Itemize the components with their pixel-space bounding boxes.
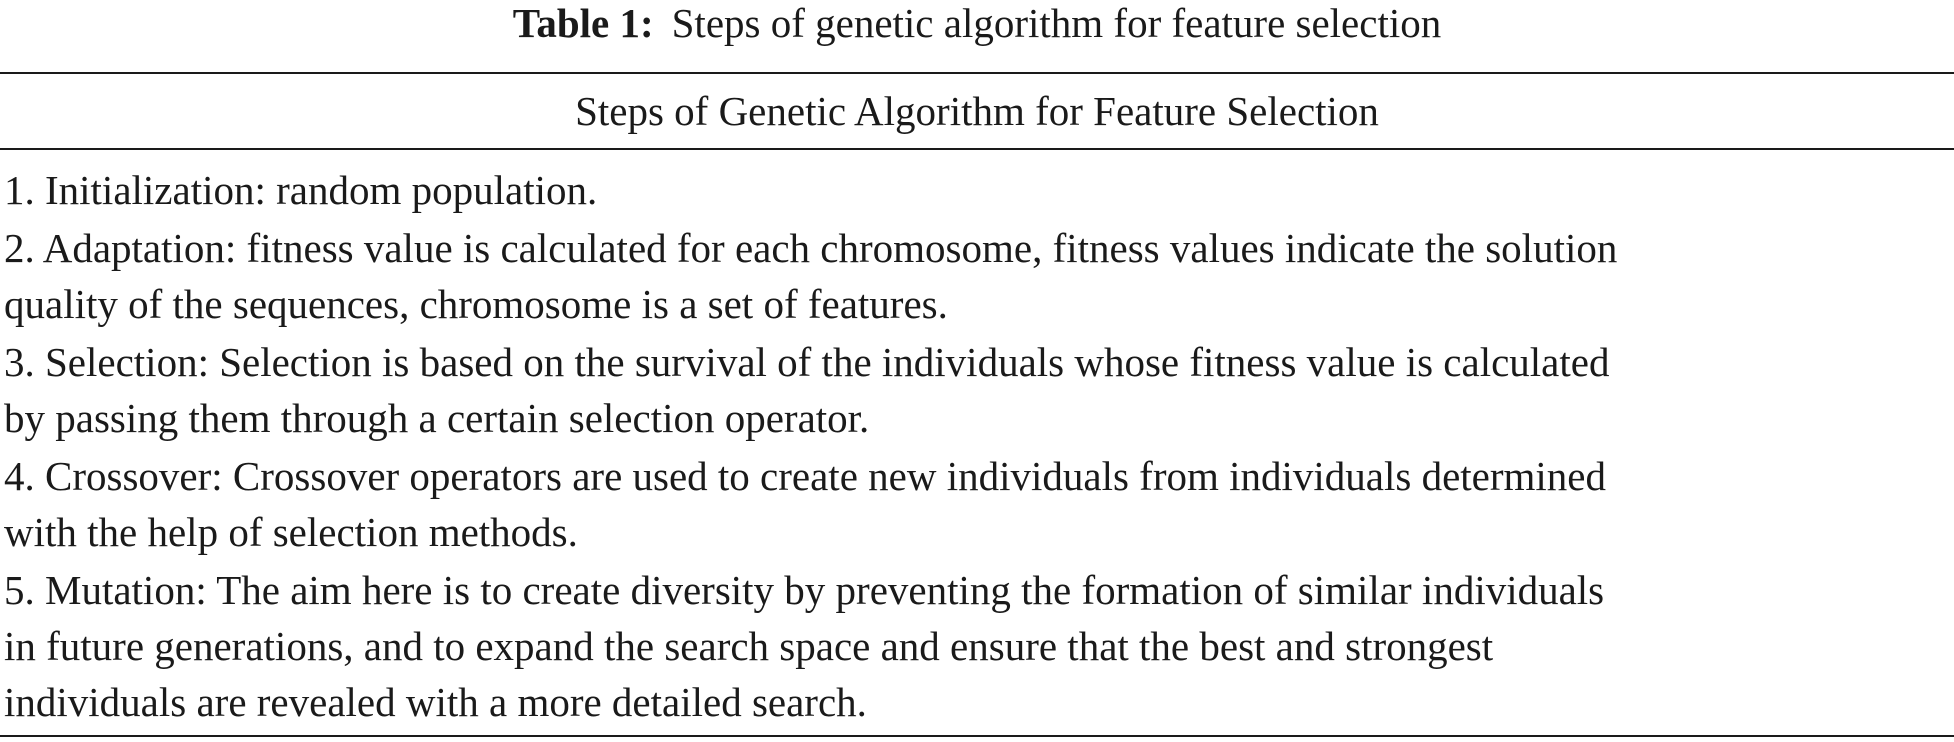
table-row <box>4 562 1949 730</box>
table-caption-text: Steps of genetic algorithm for feature selection <box>671 0 1442 46</box>
table-column-header: Steps of Genetic Algorithm for Feature Selection <box>575 88 1379 134</box>
table-bottom-rule <box>0 735 1954 737</box>
table-header-rule <box>0 148 1954 150</box>
table-row-line: quality of the sequences, chromosome is a set of features. <box>4 281 948 327</box>
table-caption <box>0 0 1954 54</box>
table-row-line: 1. Initialization: random population. <box>4 167 598 213</box>
table-body <box>4 162 1949 732</box>
table-row <box>4 334 1949 446</box>
table-row-line: with the help of selection methods. <box>4 509 578 555</box>
table-row-line: 4. Crossover: Crossover operators are used to create new individuals from individuals determined <box>4 453 1607 499</box>
table-row <box>4 162 1949 218</box>
table-row-line: individuals are revealed with a more detailed search. <box>4 679 867 725</box>
table-row <box>4 220 1949 332</box>
table-row-line: by passing them through a certain selection operator. <box>4 395 870 441</box>
table-row <box>4 448 1949 560</box>
table-caption-label: Table 1: <box>512 0 654 46</box>
table-row-line: 3. Selection: Selection is based on the survival of the individuals whose fitness value is calculated <box>4 339 1610 385</box>
table-row-line: 2. Adaptation: fitness value is calculated for each chromosome, fitness values indicate the solution <box>4 225 1618 271</box>
table-row-line: 5. Mutation: The aim here is to create diversity by preventing the formation of similar individuals <box>4 567 1605 613</box>
table-row-line: in future generations, and to expand the search space and ensure that the best and strongest <box>4 623 1494 669</box>
table-top-rule <box>0 72 1954 74</box>
